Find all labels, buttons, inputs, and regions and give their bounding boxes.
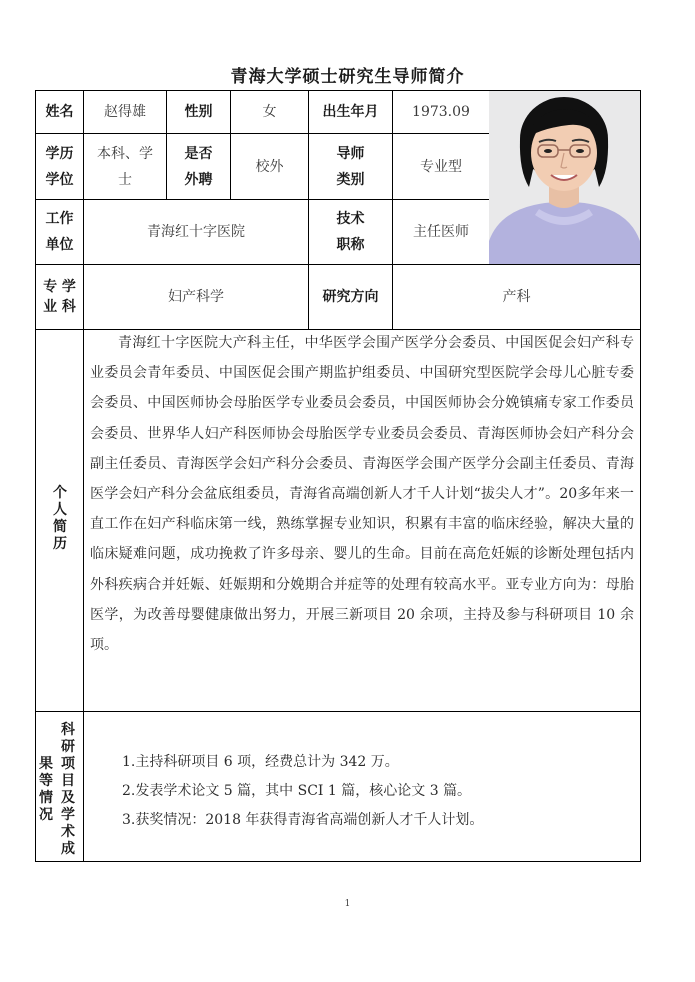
gender-label: 性别 bbox=[184, 104, 213, 120]
research-direction-value: 产科 bbox=[502, 289, 531, 305]
table-border-bottom bbox=[35, 861, 641, 862]
external-label: 是否 外聘 bbox=[184, 145, 213, 188]
achievements-label-a: 科研项目及学术成 bbox=[61, 722, 75, 857]
portrait-photo bbox=[489, 91, 640, 264]
work-unit-value: 青海红十字医院 bbox=[147, 224, 245, 240]
achievements-list bbox=[122, 748, 483, 835]
education-label: 学历 学位 bbox=[45, 145, 74, 188]
work-unit-label: 工作 单位 bbox=[45, 211, 74, 253]
mentor-type-value: 专业型 bbox=[420, 158, 462, 175]
mentor-type-label: 导师 类别 bbox=[336, 145, 365, 188]
birth-value: 1973.09 bbox=[412, 104, 470, 120]
education-value: 本科、学 士 bbox=[97, 145, 153, 188]
tech-title-label: 技术 职称 bbox=[336, 211, 365, 253]
achievements-label-b: 果等情况 bbox=[39, 756, 53, 823]
gender-value: 女 bbox=[262, 104, 277, 120]
subject-label: 专 学 业 科 bbox=[43, 279, 76, 315]
subject-value: 妇产科学 bbox=[168, 289, 224, 305]
birth-label: 出生年月 bbox=[322, 104, 379, 120]
page-number: 1 bbox=[344, 899, 351, 909]
table-border-right bbox=[640, 90, 641, 862]
bio-text: 青海红十字医院大产科主任，中华医学会围产医学分会委员、中国医促会妇产科专业委员会青年委员、中国医促会围产期监护组委员、中国研究型医院学会母儿心脏专委会委员、中国医师协会母胎医学专业委员会委员，中国医师协会分娩镇痛专家工作委员会委员、世界华人妇产科医师协会母胎医学专业委员会委员、青海医师协会妇产科分会副主任委员、青海医学会妇产科分会委员、青海医学会围产医学分会副主任委员、青海医学会妇产科分会盆底组委员，青海省高端创新人才千人计划“拔尖人才”。20多年来一直工作在妇产科临床第一线，熟练掌握专业知识，积累有丰富的临床经验，解决大量的临床疑难问题，成功挽救了许多母亲、婴儿的生命。目前在高危妊娠的诊断处理包括内外科疾病合并妊娠、妊娠期和分娩期合并症等的处理有较高水平。亚专业方向为：母胎医学，为改善母婴健康做出努力，开展三新项目 20 余项，主持及参与科研项目 10 余项。 bbox=[90, 335, 634, 654]
row-divider bbox=[35, 711, 641, 712]
external-value: 校外 bbox=[255, 158, 284, 175]
bio-label: 个人简历 bbox=[53, 485, 67, 552]
tech-title-value: 主任医师 bbox=[413, 224, 469, 240]
name-value: 赵得雄 bbox=[104, 104, 146, 120]
achievement-item: 3.获奖情况：2018 年获得青海省高端创新人才千人计划。 bbox=[122, 812, 484, 828]
achievement-item: 2.发表学术论文 5 篇，其中 SCI 1 篇，核心论文 3 篇。 bbox=[122, 783, 472, 799]
name-label: 姓名 bbox=[45, 104, 74, 120]
achievement-item: 1.主持科研项目 6 项，经费总计为 342 万。 bbox=[122, 754, 399, 770]
page-title: 青海大学硕士研究生导师简介 bbox=[230, 67, 465, 87]
research-direction-label: 研究方向 bbox=[322, 289, 379, 305]
